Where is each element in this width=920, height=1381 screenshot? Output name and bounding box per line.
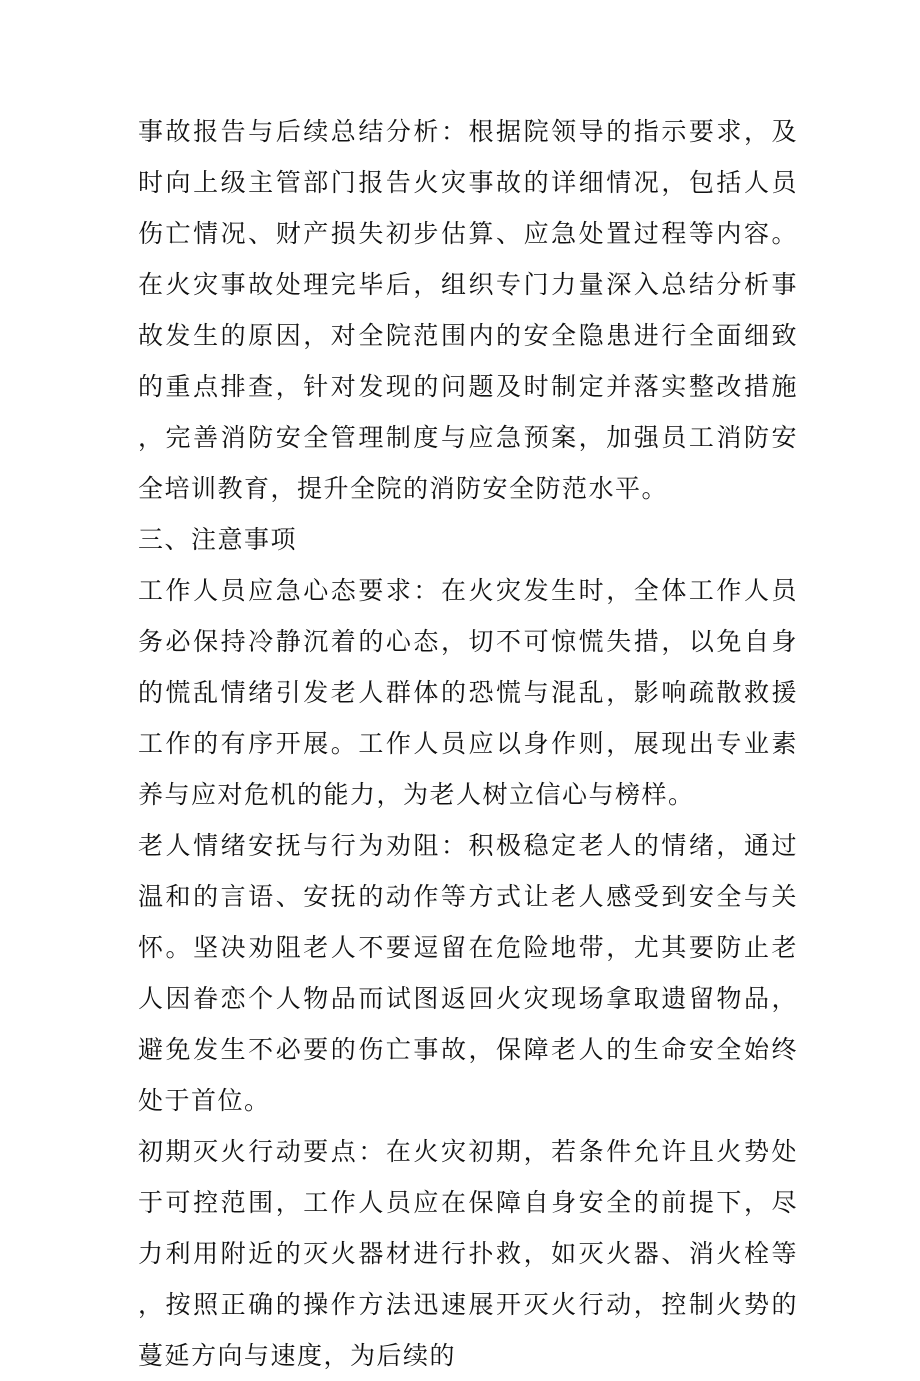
document-body: [138, 106, 798, 1381]
section-heading-precautions: 三、注意事项: [138, 525, 298, 554]
paragraph-accident-report: 事故报告与后续总结分析：根据院领导的指示要求，及时向上级主管部门报告火灾事故的详细情况，包括人员伤亡情况、财产损失初步估算、应急处置过程等内容。在火灾事故处理完毕后，组织专门力量深入总结分析事故发生的原因，对全院范围内的安全隐患进行全面细致的重点排查，针对发现的问题及时制定并落实整改措施，完善消防安全管理制度与应急预案，加强员工消防安全培训教育，提升全院的消防安全防范水平。: [138, 117, 798, 503]
paragraph-elderly-comfort: 老人情绪安抚与行为劝阻：积极稳定老人的情绪，通过温和的言语、安抚的动作等方式让老人感受到安全与关怀。坚决劝阻老人不要逗留在危险地带，尤其要防止老人因眷恋个人物品而试图返回火灾现场拿取遗留物品，避免发生不必要的伤亡事故，保障老人的生命安全始终处于首位。: [138, 831, 798, 1115]
paragraph-initial-firefighting: 初期灭火行动要点：在火灾初期，若条件允许且火势处于可控范围，工作人员应在保障自身安全的前提下，尽力利用附近的灭火器材进行扑救，如灭火器、消火栓等，按照正确的操作方法迅速展开灭火行动，控制火势的蔓延方向与速度，为后续的: [138, 1137, 798, 1370]
paragraph-staff-mindset: 工作人员应急心态要求：在火灾发生时，全体工作人员务必保持冷静沉着的心态，切不可惊慌失措，以免自身的慌乱情绪引发老人群体的恐慌与混乱，影响疏散救援工作的有序开展。工作人员应以身作则，展现出专业素养与应对危机的能力，为老人树立信心与榜样。: [138, 576, 798, 809]
